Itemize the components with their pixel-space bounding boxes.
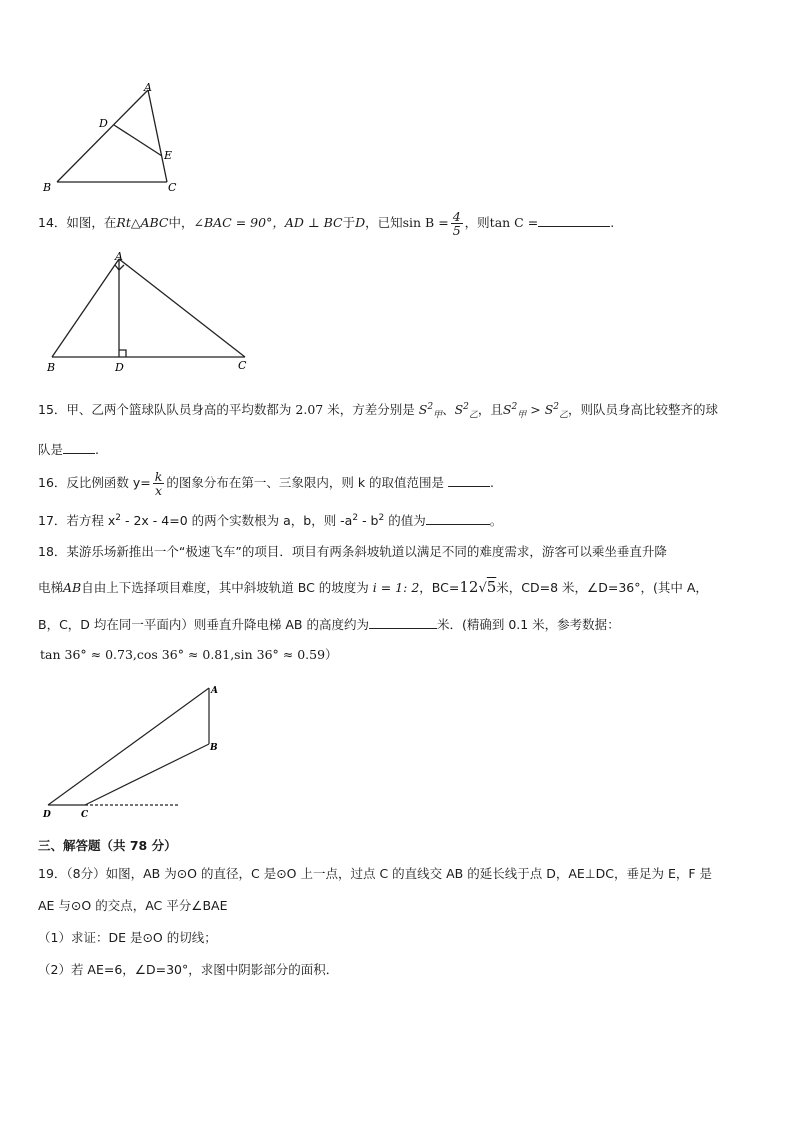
- right-angle-mark-d: [119, 350, 126, 357]
- segment-ac: [148, 90, 167, 182]
- label-b: B: [210, 743, 218, 753]
- variance-compare: $S^2_甲 > S^2_乙$: [502, 401, 569, 421]
- segment-ac: [119, 259, 245, 357]
- question-15-line2: 队是 .: [38, 442, 99, 457]
- label-c: C: [168, 181, 177, 194]
- label-a: A: [144, 81, 152, 94]
- label-a: A: [211, 686, 218, 696]
- answer-blank-17[interactable]: [426, 512, 490, 525]
- question-14: 14．如图，在Rt△ABC中，∠BAC = 90°，AD ⊥ BC于D，已知sin B = $\frac{4}{5}$ ，则tan C = .: [38, 209, 615, 239]
- label-e: E: [164, 149, 173, 162]
- figure-q14-triangle: [44, 250, 259, 378]
- question-16: 16．反比例函数 y= $\frac{k}{x}$ 的图象分布在第一、三象限内，则 k 的取值范围是 .: [38, 469, 494, 499]
- label-b: B: [43, 181, 52, 194]
- figure-q13-triangle: [40, 78, 190, 196]
- label-d: D: [43, 810, 51, 820]
- question-18-line3: B，C，D 均在同一平面内）则垂直升降电梯 AB 的高度约为 米．(精确到 0.1 米，参考数据：: [38, 617, 620, 632]
- answer-blank-14[interactable]: [538, 214, 610, 227]
- variance-yi: $S^2_乙$: [454, 401, 478, 421]
- label-c: C: [238, 359, 247, 372]
- question-18-line1: 18．某游乐场新推出一个“极速飞车”的项目．项目有两条斜坡轨道以满足不同的难度需求，游客可以乘坐垂直升降: [38, 544, 667, 559]
- fraction-4-5: $\frac{4}{5}$: [452, 209, 461, 239]
- question-17: 17．若方程 $x^2 - 2x - 4=0$ 的两个实数根为 a，b，则 $-a^2 - b^2$ 的值为 。: [38, 512, 503, 528]
- answer-blank-18[interactable]: [369, 616, 437, 629]
- question-18-reference-data: tan 36° ≈ 0.73,cos 36° ≈ 0.81,sin 36° ≈ 0.59）: [40, 647, 338, 662]
- segment-cb: [85, 744, 209, 805]
- question-19-line2: AE 与⊙O 的交点，AC 平分∠BAE: [38, 898, 228, 913]
- segment-da: [48, 688, 209, 805]
- label-a: A: [115, 250, 123, 263]
- segment-ab: [52, 259, 119, 357]
- label-c: C: [81, 810, 89, 820]
- figure-q18-ramp: [40, 680, 230, 820]
- question-19-line1: 19．（8分）如图，AB 为⊙O 的直径，C 是⊙O 上一点，过点 C 的直线交 AB 的延长线于点 D，AE⊥DC，垂足为 E，F 是: [38, 866, 713, 881]
- segment-ab: [57, 90, 148, 182]
- section-heading-3: 三、解答题（共 78 分）: [38, 838, 177, 853]
- label-b: B: [47, 361, 56, 374]
- answer-blank-16[interactable]: [448, 474, 490, 487]
- fraction-k-x: $\frac{k}{x}$: [154, 469, 163, 499]
- label-d: D: [99, 117, 108, 130]
- question-15: 15．甲、乙两个篮球队队员身高的平均数都为 2.07 米，方差分别是 $S^2_甲$、$S^2_乙$，且$S^2_甲 > S^2_乙$，则队员身高比较整齐的球: [38, 401, 719, 421]
- variance-jia: $S^2_甲$: [418, 401, 443, 421]
- answer-blank-15[interactable]: [63, 441, 95, 454]
- label-d: D: [115, 361, 124, 374]
- question-19-part1: （1）求证：DE 是⊙O 的切线；: [38, 930, 217, 945]
- bc-value: 12√5: [459, 578, 497, 596]
- question-19-part2: （2）若 AE=6，∠D=30°，求图中阴影部分的面积．: [38, 962, 339, 977]
- segment-de: [114, 125, 162, 156]
- question-18-line2: 电梯AB自由上下选择项目难度，其中斜坡轨道 BC 的坡度为 i = 1: 2，BC=12√5米，CD=8 米，∠D=36°，(其中 A，: [38, 578, 708, 596]
